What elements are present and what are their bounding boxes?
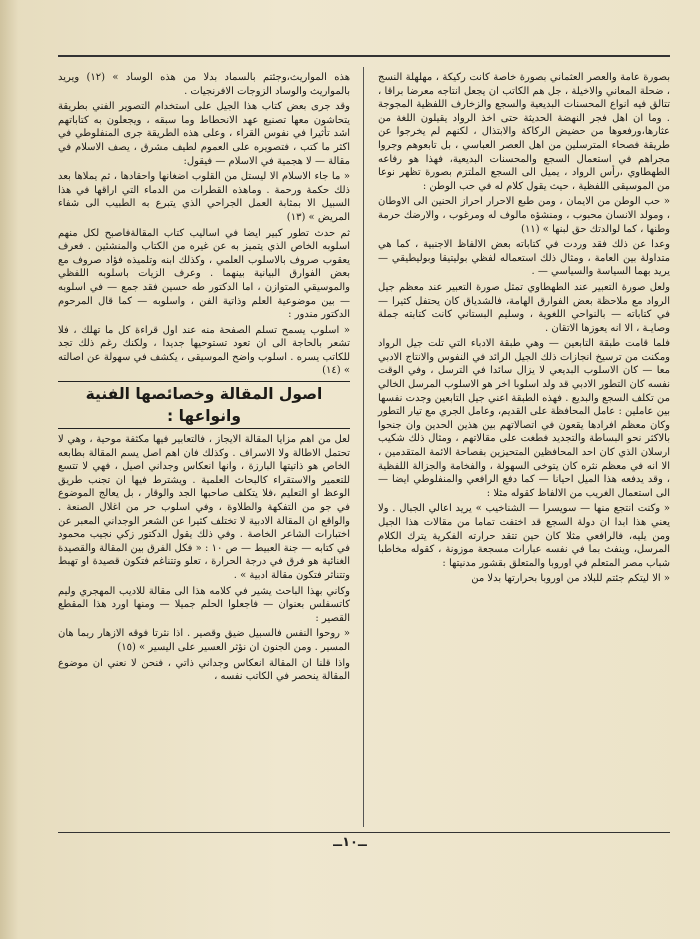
right-quote-2: « الا ليتكم جئتم للبلاد من اوروبا بحرارتها بدلا من xyxy=(471,573,670,585)
left-column xyxy=(58,71,350,686)
left-quote-1: « ما جاء الاسلام الا ليستل من القلوب اضغانها واحقادها ، ثم يملاها بعد ذلك حكمة ورحمة . وماهذه القطرات من الدماء التي اراقها في هذا السبيل الا بمثابة العمل الجراحي الذي يتبرع به الطبيب الى شفاء المريض » (١٣) xyxy=(58,171,350,223)
left-paragraph-1: هذه المواريث،وجئتم بالسماد بدلا من هذه الوساد » (١٢) ويريد بالمواريث والوساد الزوجات الافرنجيات . xyxy=(58,72,350,97)
right-paragraph-2: وعدا عن ذلك فقد وردت في كتاباته بعض الالفاظ الاجنبية ، كما هي متداولة بين العامة ، ومثال ذلك استعماله لفظي بوليتيقا وبوليطيقي — يريد بهما السياسة والسياسي — . xyxy=(378,239,670,278)
left-paragraph-4: لعل من اهم مزايا المقالة الايجاز ، فالتعابير فيها مكثفة موحية ، وهي لا تحتمل الاطالة ولا الاسراف . وكذلك فان اهم اصل يسم المقالة بطابعه الخاص هو ذاتيتها البارزة ، وانها انعكاس وجداني اصيل ، فهي لا تتسع للتعمير والاستقراء كالبحاث العلمية . ويشترط فيها ان تجنب طريق الوعظ او التعليم ،فلا يتكلف صاحبها الجد والوقار ، بل يعالج الموضوع في جو من التفكهة والطلاوة ، وفي اسلوب حر من اغلال الصنعة . والواقع ان المقالة الادبية لا تختلف كثيرا عن الشعر الوجداني المعبر عن اختبارات الشاعر الخاصة . وفي ذلك يقول الدكتور زكي نجيب محمود في كتابه — جنة العبيط — ص ١٠ : « فكل الفرق بين المقالة والقصيدة الغنائية هو فرق في درجة الحرارة ، تعلو وتتناغم فتكون قصيدة او تهبط وتتناثر فتكون مقالة ادبية » . xyxy=(58,434,350,581)
left-paragraph-6: واذا قلنا ان المقالة انعكاس وجداني ذاتي ، فنحن لا نعني ان موضوع المقالة ينحصر في الكاتب نفسه ، xyxy=(58,657,350,683)
page-number: ــ١٠ــ xyxy=(333,835,367,850)
right-paragraph-4: فلما قامت طبقة التابعين — وهي طبقة الادباء التي تلت جيل الرواد ومكنت من ترسيخ انجازات ذلك الجيل الرائد في النفوس والانتاج الادبي معا — كان الاسلوب البديعي لا يزال سائدا في الترسل ، وفي الوقت نفسه كان التطور الادبي قد ولد اسلوبا اخر هو الاسلوب المرسل الخالي من تكلف السجع والبديع . فهذه الطبقة اعني جيل التابعين وجدت نفسها بين عاملين : عامل المحافظة على القديم، وعامل الجري مع تيار التطور وكان معظم افرادها يقعون في اتصالاتهم بين هذين الحدين وان جنحوا بالاكثر نحو البساطة والتجديد فطغت على مقالاتهم ، ومثال ذلك شكيب ارسلان الذي كان احد المحافظين المتحيزين بفصاحة الائمة المتقدمين ، الا انه في معظم نثره كان يتوخى السهولة ، والفخامة والجزالة اللفظية ، وقد يدفعه هذا الميل احيانا — كما دفع الرافعي والمنفلوطي ايضا — الى استعمال الغريب من الالفاظ كقوله مثلا : xyxy=(378,338,670,499)
left-quote-3: « روحوا النفس فالسبيل ضيق وقصير . اذا نثرتا فوقه الازهار ربما هان المسير . ومن الجنون ان نؤثر العسير على اليسير » (١٥) xyxy=(58,628,350,653)
right-paragraph-1: بصورة عامة والعصر العثماني بصورة خاصة كانت ركيكة ، مهلهلة النسج ، ضحلة المعاني والاخيلة ، جل هم الكاتب ان يجعل انتاجه معرضا براقا ، تتالق فيه انواع المحسنات البديعية والسجع والزخارف اللفظية المجوجة . وما ان اهل فجر النهضة الحديثة حتى اخذ الرواد يقيلون اللغة من عثارها،ورفعوها من حضيض الركاكة والابتذال ، لكنهم لم يخرجوا عن طريقة فصحاء المترسلين من اهل العصر العباسي ، بل تابعوهم وجروا مجراهم في استعمال السجع والمحسنات البديعية، فهذا هو رفاعه الطهطاوي ،رأس الرواد ، يميل الى السجع الملتزم بصورة تظهر نوعا من الموسيقى اللفظية ، حيث يقول كلام له في حب الوطن : xyxy=(378,72,670,192)
text-frame xyxy=(58,55,670,833)
right-paragraph-5: « وكنت انتجع منها — سويسرا — الشناخيب » يريد اعالي الجبال . ولا يعني هذا ابدا ان دولة السجع قد اختفت تماما من مقالات هذا الجيل ومن يليه، فالرافعي مثلا كان حين تتقد حرارته الفكرية يترك الكلام المرسل، وينفث بما في نفسه عبارات مسجعة موزونة ، كقوله مخاطبا شباب مصر المتعلم في اوروبا والمتعلق بقشور مدنيتها : xyxy=(378,503,670,569)
right-quote-1: « حب الوطن من الايمان ، ومن طبع الاحرار احراز الحنين الى الاوطان ، ومولد الانسان محبوب ، ومنشؤه مالوف له ومرغوب ، والارضك حرمة وطنها ، كما لوالدتك حق لبنها » (١١) xyxy=(378,196,670,235)
left-quote-2: « اسلوب يسمح تسلم الصفحة منه عند اول قراءة كل ما تهلك ، فلا تشعر بالحاجة الى ان تعود تستوحيها جديدا ، ولكنك رغم ذلك تجد للكاتب يسره . اسلوب واضح الموسيقى ، يكشف في سهولة عن اصالته » (١٤) xyxy=(58,324,350,377)
left-paragraph-2: وقد جرى بعض كتاب هذا الجيل على استخدام التصوير الفني بطريقة يتحاشون معها تصنيع عهد الانحطاط وما سبقه ، ويجعلون به كتاباتهم اشد تأثيرا في نفوس القراء ، وعلى هذه الطريقة جرى المنفلوطي في اكثر ما كتب ، فتصويره على العموم لطيف مشرق ، يصف الاسلام في مقالة — لا هجمية في الاسلام — فيقول: xyxy=(58,101,350,167)
left-paragraph-3: ثم حدث تطور كبير ايضا في اساليب كتاب المقالةفاصبح لكل منهم اسلوبه الخاص الذي يتميز به عن غيره من الكتاب والمنشئين . فعرف يعقوب صروف بالاسلوب العلمي ، وكذلك ابنه وتلميذه فؤاد صروف مع بعض الفوارق البيانية بينهما . وعرف الزيات باسلوبه اللفظي والموسيقي المتوازن ، اما الدكتور طه حسين فقد جمع — في اسلوبه — بين موضوعية العلم وذاتية الفن ، واسلوبه — كما قال المرحوم الدكتور مندور : xyxy=(58,227,350,321)
column-divider xyxy=(363,67,364,827)
left-paragraph-5: وكاني بهذا الباحث يشير في كلامه هذا الى مقالة للاديب المهجري وليم كاتسفلس بعنوان — فاجعلوا الحلم جميلا — ومنها اورد هذا المقطع القصير : xyxy=(58,585,350,624)
section-heading: اصول المقالة وخصائصها الفنية وانواعها : xyxy=(58,381,350,429)
page-binding-shadow xyxy=(0,0,18,939)
right-paragraph-3: ولعل صورة التعبير عند الطهطاوي تمثل صورة التعبير عند معظم جيل الرواد مع ملاحظة بعض الفوارق الهامة، فالشدياق كان يحتفل كثيرا — في كتاباته — بالنواحي اللغوية ، وسليم البستاني كانت كتابته جملة وصايـة ، الا انه يعوزها الاتقان . xyxy=(378,281,670,334)
right-column xyxy=(378,71,670,588)
